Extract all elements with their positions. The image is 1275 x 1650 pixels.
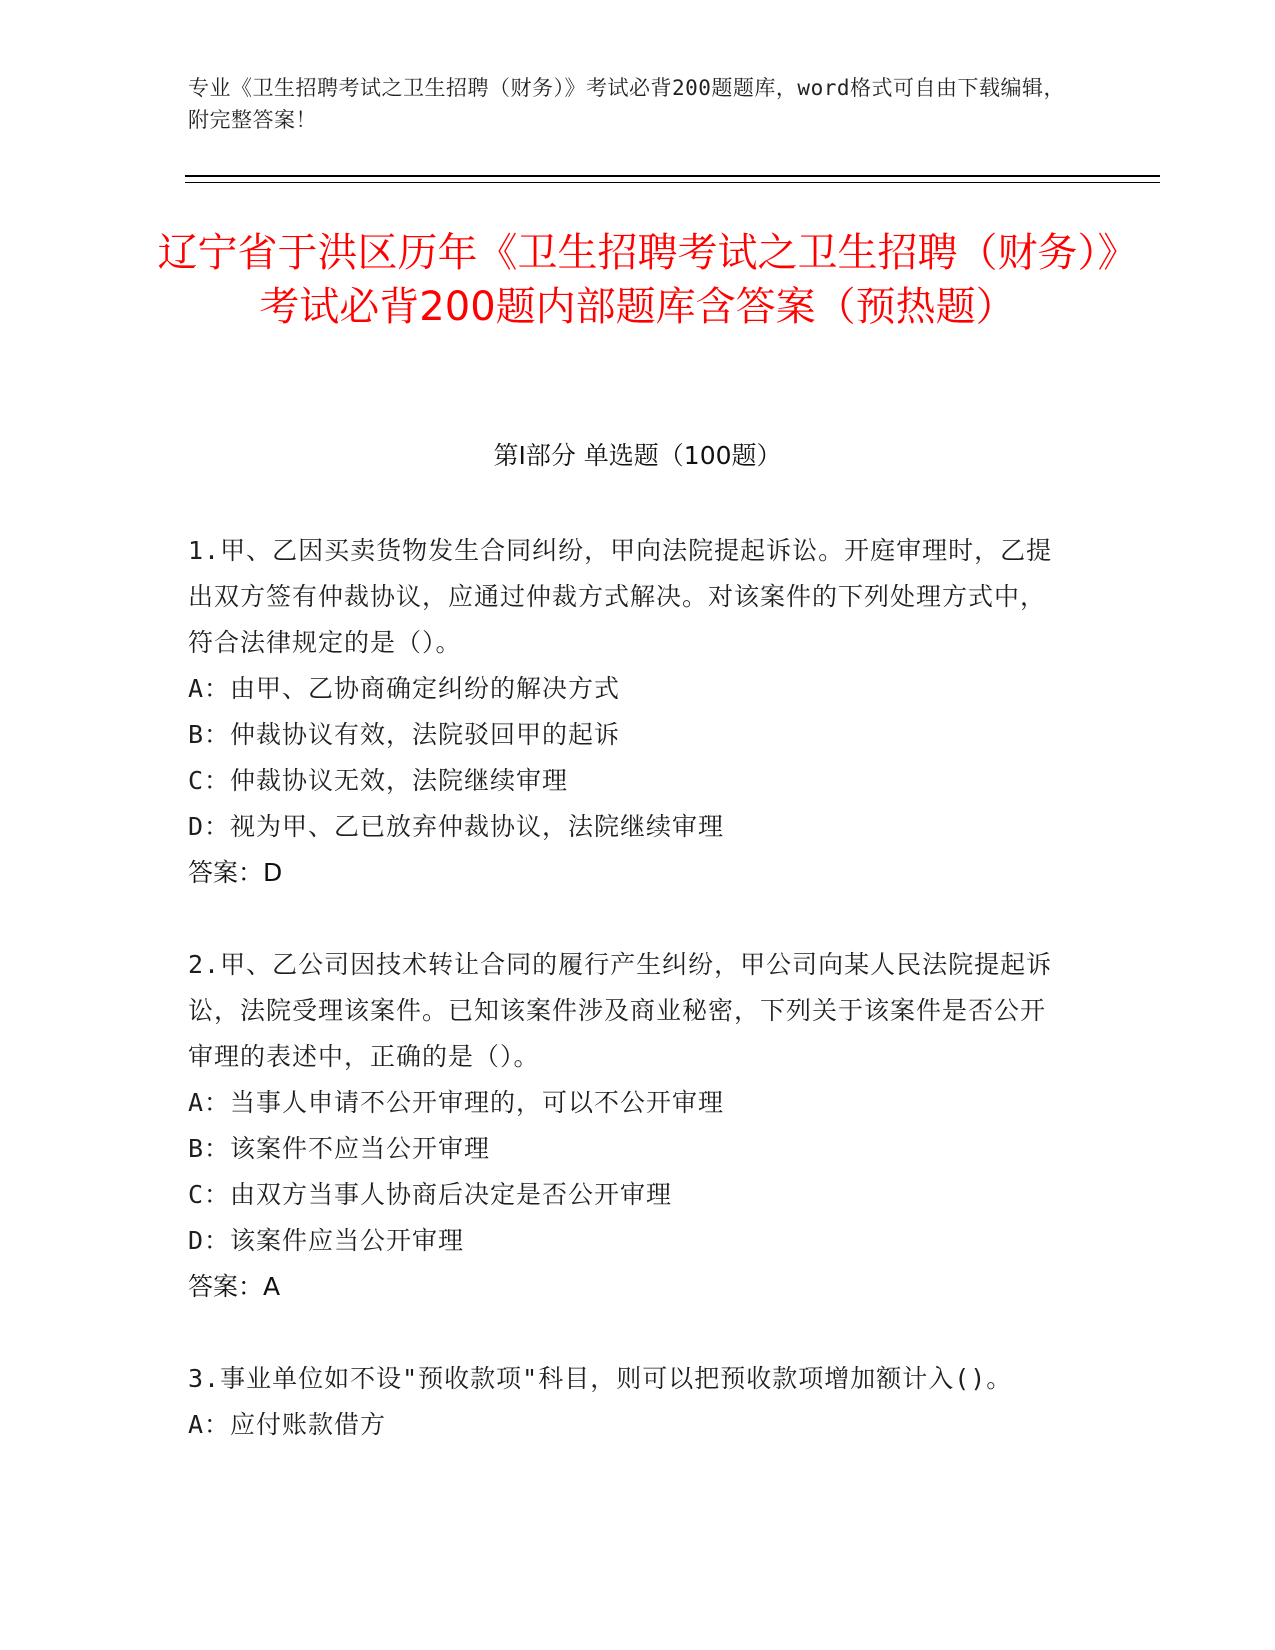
document-title: 辽宁省于洪区历年《卫生招聘考试之卫生招聘（财务）》考试必背200题内部题库含答案（预热题） [157,230,1118,330]
question-option: A：应付账款借方 [188,1410,387,1439]
question-option: B：仲裁协议有效，法院驳回甲的起诉 [188,720,621,749]
question-option: B：该案件不应当公开审理 [188,1134,491,1163]
question-option: D：该案件应当公开审理 [188,1226,465,1255]
header-divider-thin [185,182,1160,183]
question-stem: 1.甲、乙因买卖货物发生合同纠纷，甲向法院提起诉讼。开庭审理时，乙提出双方签有仲裁协议，应通过仲裁方式解决。对该案件的下列处理方式中，符合法律规定的是（）。 [188,536,1053,657]
question-answer: 答案：D [188,858,283,887]
header-divider [185,175,1160,177]
question-answer: 答案：A [188,1272,281,1301]
question-stem: 2.甲、乙公司因技术转让合同的履行产生纠纷，甲公司向某人民法院提起诉讼，法院受理该案件。已知该案件涉及商业秘密，下列关于该案件是否公开审理的表述中，正确的是（）。 [188,950,1053,1071]
question-option: A：由甲、乙协商确定纠纷的解决方式 [188,674,621,703]
question-option: C：仲裁协议无效，法院继续审理 [188,766,569,795]
question-item [188,942,1068,1310]
section-heading: 第Ⅰ部分 单选题（100题） [493,441,782,470]
question-option: C：由双方当事人协商后决定是否公开审理 [188,1180,673,1209]
header-note: 专业《卫生招聘考试之卫生招聘（财务）》考试必背200题题库，word格式可自由下载编辑，附完整答案！ [188,76,1065,132]
question-item [188,1356,1068,1448]
question-option: D：视为甲、乙已放弃仲裁协议，法院继续审理 [188,812,725,841]
question-list [188,528,1068,1494]
question-option: A：当事人申请不公开审理的，可以不公开审理 [188,1088,725,1117]
question-stem: 3.事业单位如不设"预收款项"科目，则可以把预收款项增加额计入()。 [188,1364,1013,1393]
question-item [188,528,1068,896]
